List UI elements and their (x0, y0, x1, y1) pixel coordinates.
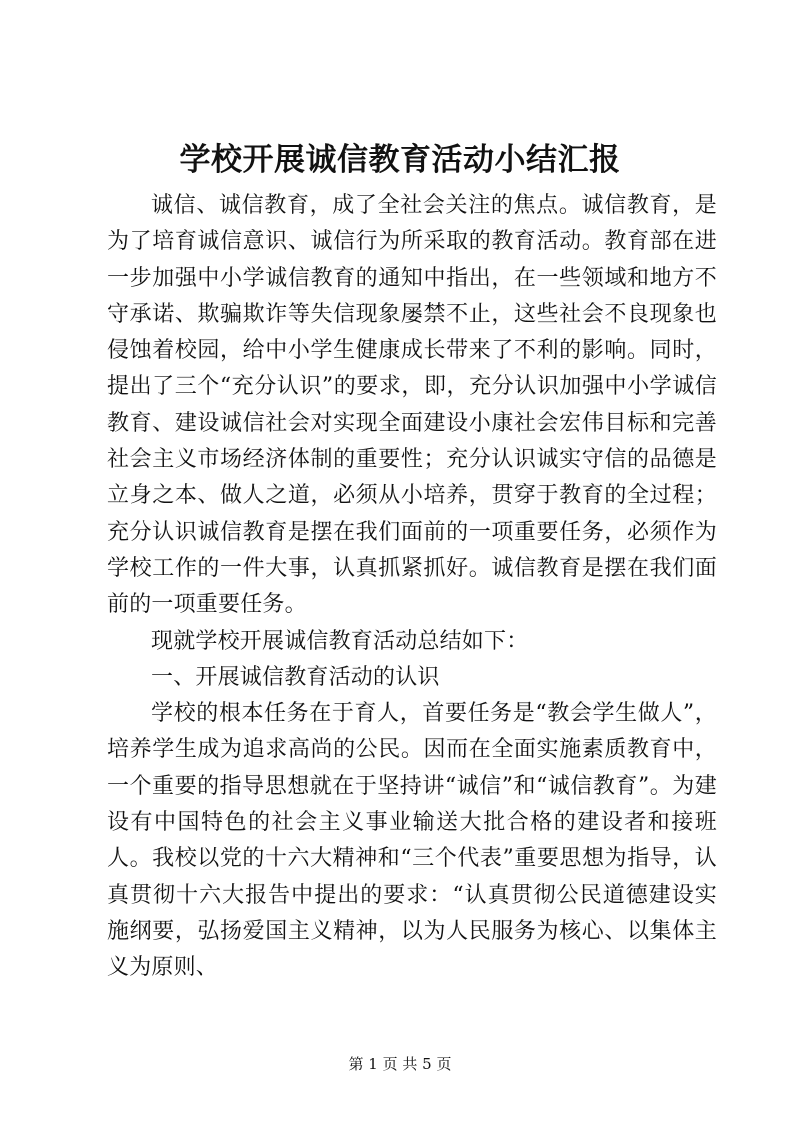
document-title: 学校开展诚信教育活动小结汇报 (179, 142, 621, 178)
paragraph-summary-lead: 现就学校开展诚信教育活动总结如下： (151, 628, 529, 654)
paragraph-section-1: 学校的根本任务在于育人，首要任务是“教会学生做人”，培养学生成为追求高尚的公民。因而在全面实施素质教育中，一个重要的指导思想就在于坚持讲“诚信”和“诚信教育”。为建设有中国特色的社会主义事业输送大批合格的建设者和接班人。我校以党的十六大精神和“三个代表”重要思想为指导，认真贯彻十六大报告中提出的要求：“认真贯彻公民道德建设实施纲要，弘扬爱国主义精神，以为人民服务为核心、以集体主义为原则、 (107, 701, 717, 981)
document-body (107, 188, 717, 987)
page-footer: 第 1 页 共 5 页 (348, 1055, 452, 1073)
paragraph-intro: 诚信、诚信教育，成了全社会关注的焦点。诚信教育，是为了培育诚信意识、诚信行为所采取的教育活动。教育部在进一步加强中小学诚信教育的通知中指出，在一些领域和地方不守承诺、欺骗欺诈等失信现象屡禁不止，这些社会不良现象也侵蚀着校园，给中小学生健康成长带来了不利的影响。同时，提出了三个“充分认识”的要求，即，充分认识加强中小学诚信教育、建设诚信社会对实现全面建设小康社会宏伟目标和完善社会主义市场经济体制的重要性；充分认识诚实守信的品德是立身之本、做人之道，必须从小培养，贯穿于教育的全过程；充分认识诚信教育是摆在我们面前的一项重要任务，必须作为学校工作的一件大事，认真抓紧抓好。诚信教育是摆在我们面前的一项重要任务。 (107, 193, 717, 618)
section-heading-1: 一、开展诚信教育活动的认识 (151, 664, 440, 690)
